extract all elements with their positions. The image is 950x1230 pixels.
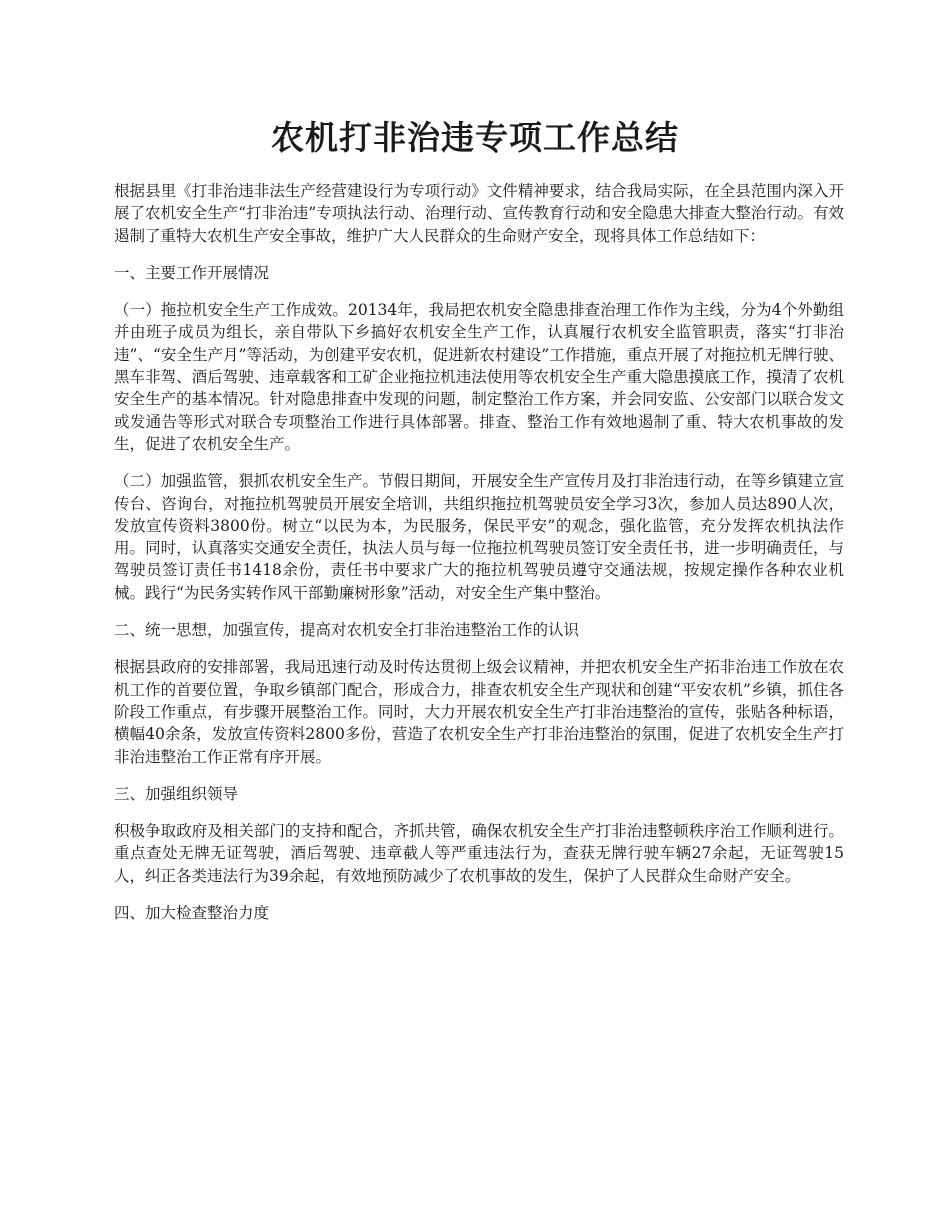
section-1-paragraph-1: （一）拖拉机安全生产工作成效。20134年，我局把农机安全隐患排查治理工作作为主线，分为4个外勤组并由班子成员为组长，亲自带队下乡搞好农机安全生产工作，认真履行农机安全监管职责，落实“打非治违”、“安全生产月”等活动，为创建平安农机，促进新农村建设”工作措施，重点开展了对拖拉机无牌行驶、黑车非驾、酒后驾驶、违章载客和工矿企业拖拉机违法使用等农机安全生产重大隐患摸底工作，摸清了农机安全生产的基本情况。针对隐患排查中发现的问题，制定整治工作方案，并会同安监、公安部门以联合发文或发通告等形式对联合专项整治工作进行具体部署。排查、整治工作有效地遏制了重、特大农机事故的发生，促进了农机安全生产。 [114,301,844,453]
section-2-paragraph-1: 根据县政府的安排部署，我局迅速行动及时传达贯彻上级会议精神，并把农机安全生产拓非治违工作放在农机工作的首要位置，争取乡镇部门配合，形成合力，排查农机安全生产现状和创建“平安农机”乡镇，抓住各阶段工作重点，有步骤开展整治工作。同时，大力开展农机安全生产打非治违整治的宣传，张贴各种标语，横幅40余条，发放宣传资料2800多份，营造了农机安全生产打非治违整治的氛围，促进了农机安全生产打非治违整治工作正常有序开展。 [114,658,844,766]
document-title: 农机打非治违专项工作总结 [271,118,679,157]
section-1-heading: 一、主要工作开展情况 [114,263,270,282]
section-4-heading: 四、加大检查整治力度 [114,904,270,923]
section-3-paragraph-1: 积极争取政府及相关部门的支持和配合，齐抓共管，确保农机安全生产打非治违整顿秩序治工作顺利进行。重点查处无牌无证驾驶，酒后驾驶、违章截人等严重违法行为，查获无牌行驶车辆27余起，无证驾驶15人，纠正各类违法行为39余起，有效地预防减少了农机事故的发生，保护了人民群众生命财产安全。 [114,822,844,885]
document-body [114,180,844,939]
section-2-heading: 二、统一思想，加强宣传，提高对农机安全打非治违整治工作的认识 [114,621,580,640]
intro-paragraph: 根据县里《打非治违非法生产经营建设行为专项行动》文件精神要求，结合我局实际，在全县范围内深入开展了农机安全生产“打非治违”专项执法行动、治理行动、宣传教育行动和安全隐患大排查大整治行动。有效遏制了重特大农机生产安全事故，维护广大人民群众的生命财产安全，现将具体工作总结如下： [114,182,844,245]
section-3-heading: 三、加强组织领导 [114,784,239,803]
section-1-paragraph-2: （二）加强监管，狠抓农机安全生产。节假日期间，开展安全生产宣传月及打非治违行动，在等乡镇建立宣传台、咨询台，对拖拉机驾驶员开展安全培训，共组织拖拉机驾驶员安全学习3次，参加人员达890人次，发放宣传资料3800份。树立“以民为本，为民服务，保民平安”的观念，强化监管，充分发挥农机执法作用。同时，认真落实交通安全责任，执法人员与每一位拖拉机驾驶员签订安全责任书，进一步明确责任，与驾驶员签订责任书1418余份，责任书中要求广大的拖拉机驾驶员遵守交通法规，按规定操作各种农业机械。践行“为民务实转作风干部勤廉树形象”活动，对安全生产集中整治。 [114,472,844,602]
